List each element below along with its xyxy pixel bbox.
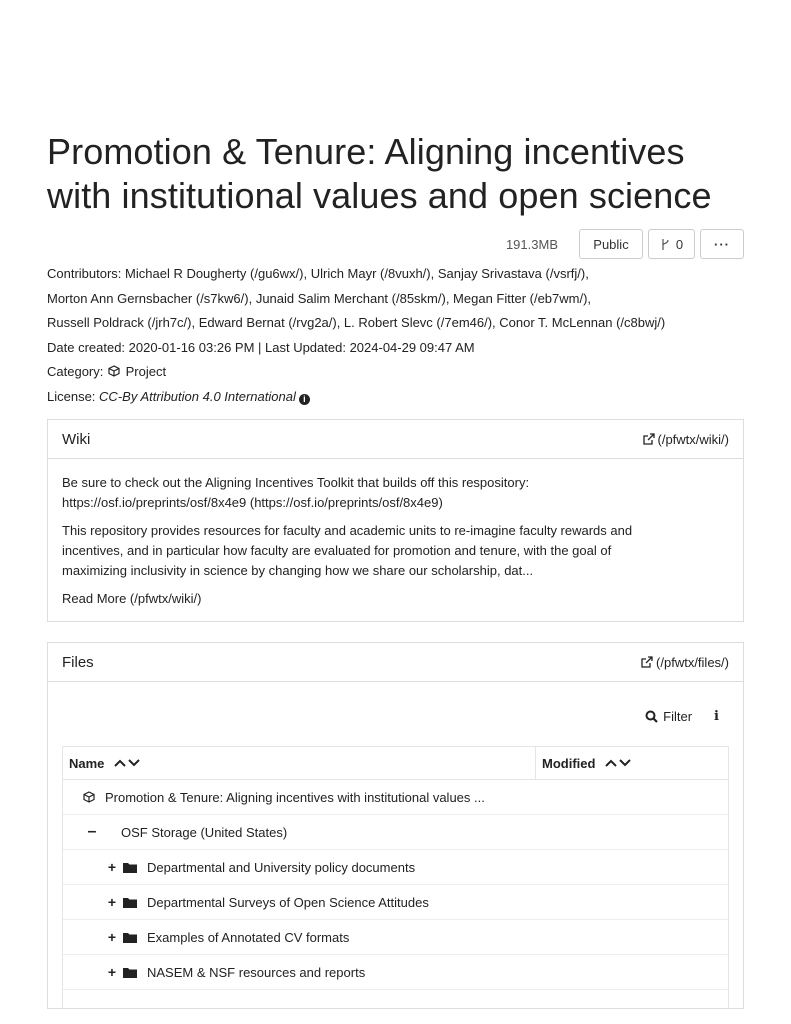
file-tree-header xyxy=(63,747,728,780)
cube-icon xyxy=(108,365,120,377)
cube-icon xyxy=(83,791,95,803)
files-panel-header xyxy=(48,643,743,682)
files-body xyxy=(48,682,743,1009)
storage-cell xyxy=(63,823,287,841)
files-link-text: (/pfwtx/files/) xyxy=(656,654,729,670)
expand-icon[interactable]: + xyxy=(107,964,117,980)
expand-icon[interactable]: + xyxy=(107,929,117,945)
folder-name: Departmental and University policy documents xyxy=(147,859,416,875)
contributors-line-1[interactable]: Contributors: Michael R Dougherty (/gu6wx/), Ulrich Mayr (/8vuxh/), Sanjay Srivastava (/vsrfj/), xyxy=(47,266,589,281)
external-link-icon xyxy=(643,433,655,445)
contributors-line-3[interactable]: Russell Poldrack (/jrh7c/), Edward Bernat (/rvg2a/), L. Robert Slevc (/7em46/), Conor T. McLennan (/c8bwj/) xyxy=(47,315,666,330)
file-tree xyxy=(62,746,729,1009)
column-modified-label: Modified xyxy=(542,755,596,771)
folder-icon xyxy=(123,897,137,908)
folder-icon xyxy=(123,967,137,978)
license-label: License: xyxy=(47,388,96,404)
files-title: Files xyxy=(62,653,94,671)
license-value[interactable]: CC-By Attribution 4.0 International xyxy=(99,388,296,404)
folder-row[interactable] xyxy=(63,955,728,990)
modified-sort xyxy=(605,759,631,767)
license-info-icon[interactable]: i xyxy=(299,394,310,405)
wiki-panel xyxy=(47,419,744,622)
root-name: Promotion & Tenure: Aligning incentives with institutional values ... xyxy=(105,789,485,805)
wiki-title: Wiki xyxy=(62,430,91,448)
column-modified xyxy=(536,747,728,779)
sort-ascending-icon[interactable] xyxy=(605,759,617,767)
files-toolbar xyxy=(62,700,729,732)
title-line-2: with institutional values and open science xyxy=(47,175,712,216)
wiki-p2-line1: This repository provides resources for faculty and academic units to re-imagine faculty rewards and xyxy=(62,523,633,538)
wiki-paragraph-2 xyxy=(62,521,729,581)
folder-name: Departmental Surveys of Open Science Attitudes xyxy=(147,894,429,910)
wiki-link-text: (/pfwtx/wiki/) xyxy=(657,431,729,447)
sort-descending-icon[interactable] xyxy=(128,759,140,767)
more-options-button[interactable]: ··· xyxy=(700,229,744,259)
root-cell xyxy=(63,790,485,805)
folder-icon xyxy=(123,862,137,873)
project-dates: Date created: 2020-01-16 03:26 PM | Last Updated: 2024-04-29 09:47 AM xyxy=(47,339,475,355)
storage-name: OSF Storage (United States) xyxy=(121,824,288,840)
wiki-p2-line3: maximizing inclusivity in science by changing how we share our scholarship, dat... xyxy=(62,563,534,578)
folder-name: NASEM & NSF resources and reports xyxy=(147,964,366,980)
wiki-p2-line2: incentives, and in particular how faculty are evaluated for promotion and tenure, with the goal of xyxy=(62,543,612,558)
contributors-line-2[interactable]: Morton Ann Gernsbacher (/s7kw6/), Junaid Salim Merchant (/85skm/), Megan Fitter (/eb7wm/), xyxy=(47,290,592,306)
wiki-read-more[interactable]: Read More (/pfwtx/wiki/) xyxy=(62,591,202,606)
column-name-label: Name xyxy=(69,755,105,771)
sort-ascending-icon[interactable] xyxy=(114,759,126,767)
files-link[interactable] xyxy=(641,655,729,670)
column-name xyxy=(63,747,536,779)
folder-name: Examples of Annotated CV formats xyxy=(147,929,350,945)
file-row-root[interactable] xyxy=(63,780,728,815)
wiki-link[interactable] xyxy=(643,432,730,447)
search-icon xyxy=(645,710,658,723)
wiki-body xyxy=(48,459,743,621)
files-panel xyxy=(47,642,744,1009)
folder-cell xyxy=(63,964,365,980)
sort-descending-icon[interactable] xyxy=(619,759,631,767)
project-toolbar xyxy=(47,228,744,260)
category-label: Category: xyxy=(47,364,104,379)
visibility-button[interactable]: Public xyxy=(579,229,643,259)
folder-cell xyxy=(63,894,429,910)
name-sort xyxy=(114,759,140,767)
empty-row xyxy=(63,990,728,1009)
info-icon[interactable]: i xyxy=(714,708,719,724)
folder-row[interactable] xyxy=(63,850,728,885)
collapse-icon[interactable]: – xyxy=(87,823,97,840)
file-row-storage[interactable] xyxy=(63,815,728,850)
folder-cell xyxy=(63,929,349,945)
fork-button[interactable] xyxy=(648,229,695,259)
filter-label: Filter xyxy=(663,708,693,724)
filter-button[interactable] xyxy=(645,709,692,724)
fork-count: 0 xyxy=(675,236,684,252)
project-license xyxy=(47,385,744,410)
wiki-p1-line1: Be sure to check out the Aligning Incentives Toolkit that builds off this respository: xyxy=(62,475,530,490)
project-category xyxy=(47,360,744,385)
folder-row[interactable] xyxy=(63,920,728,955)
folder-cell xyxy=(63,859,415,875)
category-value: Project xyxy=(125,364,167,379)
wiki-p1-line2[interactable]: https://osf.io/preprints/osf/8x4e9 (https://osf.io/preprints/osf/8x4e9) xyxy=(62,495,443,510)
wiki-paragraph-1 xyxy=(62,473,729,513)
wiki-panel-header xyxy=(48,420,743,459)
project-page xyxy=(47,130,744,1009)
external-link-icon xyxy=(641,656,653,668)
project-size: 191.3MB xyxy=(505,236,558,252)
expand-icon[interactable]: + xyxy=(107,894,117,910)
page-title xyxy=(47,130,744,218)
project-meta xyxy=(47,262,744,409)
expand-icon[interactable]: + xyxy=(107,859,117,875)
title-line-1: Promotion & Tenure: Aligning incentives xyxy=(47,131,685,172)
folder-row[interactable] xyxy=(63,885,728,920)
folder-icon xyxy=(123,932,137,943)
fork-icon xyxy=(660,238,670,251)
